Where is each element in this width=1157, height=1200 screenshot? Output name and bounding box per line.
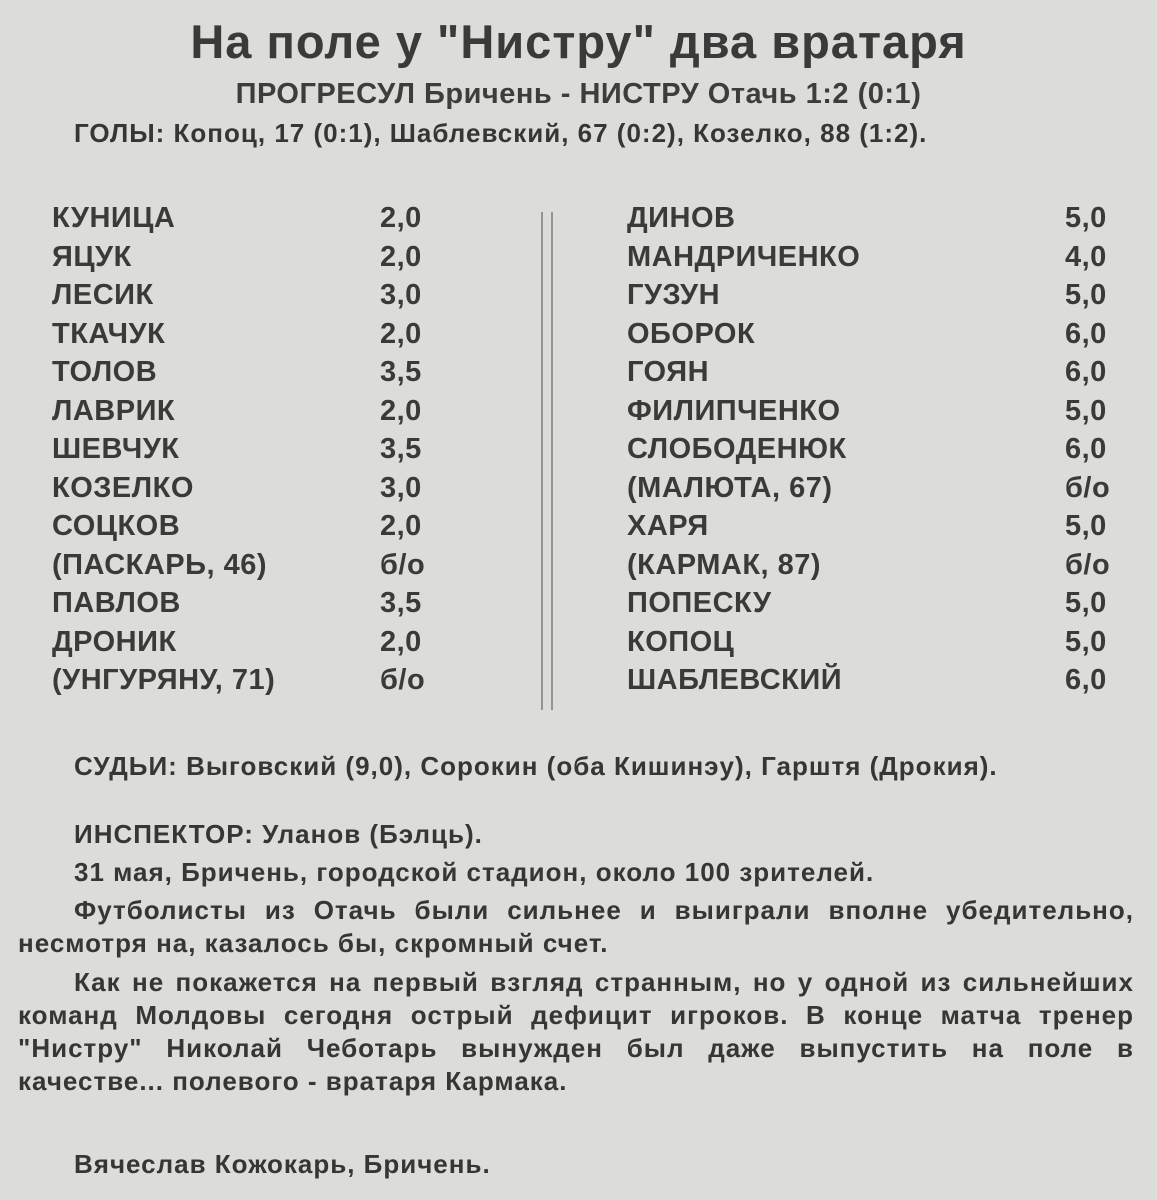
player-name: ЛЕСИК bbox=[52, 279, 154, 311]
player-rating: 6,0 bbox=[1065, 433, 1107, 465]
player-name: МАНДРИЧЕНКО bbox=[627, 240, 861, 273]
player-row bbox=[627, 626, 1127, 665]
player-row bbox=[52, 510, 452, 549]
player-row bbox=[52, 587, 452, 626]
player-row bbox=[627, 318, 1127, 357]
player-rating: б/о bbox=[380, 664, 426, 696]
player-name: ЛАВРИК bbox=[52, 394, 176, 427]
player-row bbox=[627, 664, 1127, 703]
player-row bbox=[627, 472, 1127, 511]
player-name: ГОЯН bbox=[627, 356, 710, 388]
player-rating: 2,0 bbox=[380, 510, 422, 542]
player-rating: б/о bbox=[380, 548, 426, 581]
player-row bbox=[627, 587, 1127, 626]
player-rating: 3,0 bbox=[380, 471, 422, 504]
player-row bbox=[52, 433, 452, 472]
player-name: КОЗЕЛКО bbox=[52, 471, 194, 504]
player-name: ТОЛОВ bbox=[52, 356, 158, 388]
player-name: КОПОЦ bbox=[627, 625, 735, 658]
player-rating: 6,0 bbox=[1065, 356, 1107, 388]
player-name: (УНГУРЯНУ, 71) bbox=[52, 664, 276, 696]
player-name: ФИЛИПЧЕНКО bbox=[627, 394, 841, 427]
player-row bbox=[52, 395, 452, 434]
player-rating: 5,0 bbox=[1065, 202, 1107, 234]
player-rating: 2,0 bbox=[380, 202, 422, 234]
player-name: ШЕВЧУК bbox=[52, 433, 180, 465]
player-name: ЯЦУК bbox=[52, 240, 132, 273]
player-name: ДРОНИК bbox=[52, 625, 177, 658]
player-rating: б/о bbox=[1065, 471, 1111, 504]
player-row bbox=[52, 664, 452, 703]
report-paragraph: Футболисты из Отачь были сильнее и выиграли вполне убедительно, несмотря на, казалось бы, скромный счет. bbox=[18, 895, 1134, 958]
player-rating: 5,0 bbox=[1065, 510, 1107, 542]
venue-line: 31 мая, Бричень, городской стадион, около 100 зрителей. bbox=[74, 857, 875, 887]
player-rating: 6,0 bbox=[1065, 664, 1107, 696]
player-rating: 3,5 bbox=[380, 433, 422, 465]
player-rating: 4,0 bbox=[1065, 240, 1107, 273]
player-rating: 3,5 bbox=[380, 356, 422, 388]
player-row bbox=[52, 318, 452, 357]
player-row bbox=[52, 279, 452, 318]
away-team-lineup bbox=[627, 202, 1127, 703]
player-rating: 2,0 bbox=[380, 625, 422, 658]
column-divider bbox=[551, 212, 553, 710]
player-row bbox=[627, 279, 1127, 318]
player-name: КУНИЦА bbox=[52, 202, 176, 234]
player-row bbox=[52, 472, 452, 511]
player-name: (КАРМАК, 87) bbox=[627, 548, 822, 581]
goals-line: ГОЛЫ: Копоц, 17 (0:1), Шаблевский, 67 (0:2), Козелко, 88 (1:2). bbox=[74, 118, 928, 148]
player-row bbox=[627, 395, 1127, 434]
player-rating: 5,0 bbox=[1065, 394, 1107, 427]
player-rating: 5,0 bbox=[1065, 587, 1107, 619]
player-rating: 3,5 bbox=[380, 587, 422, 619]
player-name: ХАРЯ bbox=[627, 510, 709, 542]
player-rating: 3,0 bbox=[380, 279, 422, 311]
player-name: СЛОБОДЕНЮК bbox=[627, 433, 847, 465]
player-row bbox=[627, 356, 1127, 395]
player-rating: 2,0 bbox=[380, 394, 422, 427]
player-rating: б/о bbox=[1065, 548, 1111, 581]
player-name: ГУЗУН bbox=[627, 279, 721, 311]
author-byline: Вячеслав Кожокарь, Бричень. bbox=[74, 1149, 491, 1179]
player-name: ТКАЧУК bbox=[52, 317, 166, 350]
player-rating: 2,0 bbox=[380, 317, 422, 350]
player-row bbox=[627, 510, 1127, 549]
player-name: (МАЛЮТА, 67) bbox=[627, 471, 833, 504]
article-headline: На поле у "Нистру" два вратаря bbox=[190, 15, 967, 68]
referees-line: СУДЬИ: Выговский (9,0), Сорокин (оба Кишинэу), Гарштя (Дрокия). bbox=[74, 751, 998, 781]
player-row bbox=[627, 549, 1127, 588]
player-rating: 2,0 bbox=[380, 240, 422, 273]
player-name: ДИНОВ bbox=[627, 202, 736, 234]
player-row bbox=[52, 241, 452, 280]
player-rating: 5,0 bbox=[1065, 279, 1107, 311]
player-row bbox=[627, 202, 1127, 241]
player-row bbox=[52, 626, 452, 665]
inspector-line: ИНСПЕКТОР: Уланов (Бэлць). bbox=[74, 819, 483, 849]
player-name: ШАБЛЕВСКИЙ bbox=[627, 664, 843, 696]
player-name: ОБОРОК bbox=[627, 317, 756, 350]
player-name: ПОПЕСКУ bbox=[627, 587, 772, 619]
player-name: ПАВЛОВ bbox=[52, 587, 181, 619]
player-row bbox=[52, 356, 452, 395]
player-name: (ПАСКАРЬ, 46) bbox=[52, 548, 268, 581]
player-name: СОЦКОВ bbox=[52, 510, 181, 542]
match-result-line: ПРОГРЕСУЛ Бричень - НИСТРУ Отачь 1:2 (0:1) bbox=[235, 78, 922, 110]
player-rating: 6,0 bbox=[1065, 317, 1107, 350]
home-team-lineup bbox=[52, 202, 452, 703]
player-row bbox=[52, 202, 452, 241]
player-row bbox=[627, 433, 1127, 472]
report-paragraph: Как не покажется на первый взгляд странным, но у одной из сильнейших команд Молдовы сегодня острый дефицит игроков. В конце матча тренер "Нистру" Николай Чеботарь вынужден был даже выпустить на поле в качестве... полевого - вратаря Кармака. bbox=[18, 967, 1134, 1096]
player-row bbox=[52, 549, 452, 588]
column-divider bbox=[541, 212, 543, 710]
player-row bbox=[627, 241, 1127, 280]
player-rating: 5,0 bbox=[1065, 625, 1107, 658]
